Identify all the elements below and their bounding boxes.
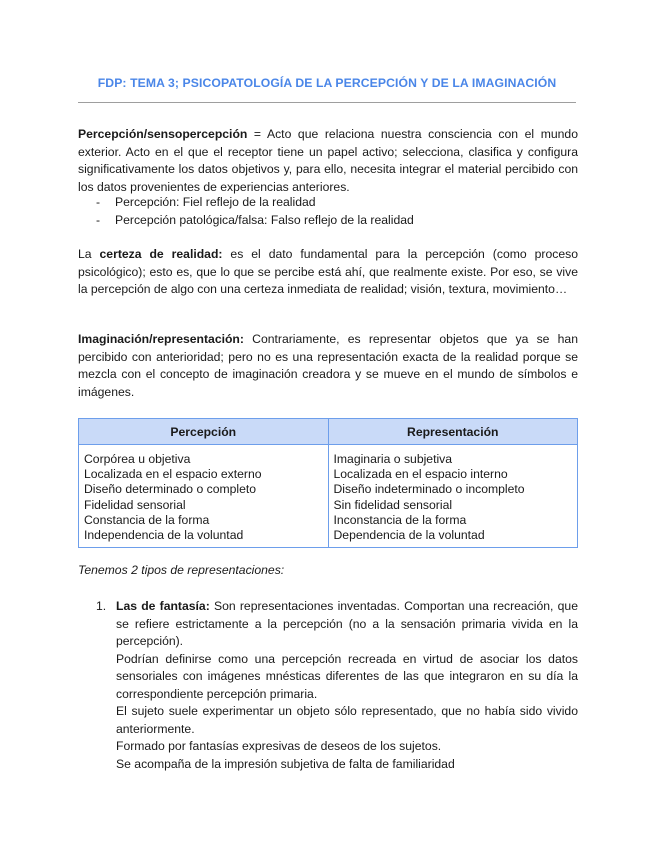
percepcion-term: Percepción/sensopercepción — [78, 127, 248, 141]
table-cell: Localizada en el espacio interno — [333, 467, 508, 482]
table-cell: Dependencia de la voluntad — [333, 528, 485, 543]
list-line: Podrían definirse como una percepción recreada en virtud de asociar los datos sensoriales con imágenes mnésticas diferentes de las que integraron en su día la correspondiente percepción primaria. — [116, 651, 578, 701]
list-number: 1. — [96, 599, 107, 613]
list-line: El sujeto suele experimentar un objeto sólo representado, que no había sido vivido anteriormente. — [116, 704, 578, 736]
table-cell: Diseño indeterminado o incompleto — [333, 482, 525, 497]
table-cell: Imaginaria o subjetiva — [333, 452, 453, 466]
table-cell: Diseño determinado o completo — [84, 482, 257, 497]
certeza-paragraph: La certeza de realidad: es el dato fundamental para la percepción (como proceso psicológico); esto es, que lo que se percibe está ahí, que realmente existe. Por eso, se vive la percepción de algo con una certeza inmediata de realidad; visión, textura, movimiento… — [78, 247, 578, 296]
list-item: 1. Las de fantasía: Son representaciones inventadas. Comportan una recreación, que se refiere estrictamente a la percepción (no a la sensación primaria vivida en la percepción). Podrían definirse como una percepción recreada en virtud de asociar los datos sensoriales con imágenes mnésticas diferentes de las que integraron en su día la correspondiente percepción primaria. El sujeto suele experimentar un objeto sólo representado, que no había sido vivido anteriormente. Formado por fantasías expresivas de deseos de los sujetos. Se acompaña de la impresión subjetiva de falta de familiaridad — [78, 598, 578, 773]
imaginacion-paragraph: Imaginación/representación: Contrariamente, es representar objetos que ya se han percibido con anterioridad; pero no es una representación exacta de la realidad porque se mezcla con el concepto de imaginación creadora y se mueve en el mundo de símbolos e imágenes. — [78, 332, 578, 399]
certeza-term: certeza de realidad: — [99, 247, 223, 261]
table-cell: Sin fidelidad sensorial — [333, 497, 453, 512]
percepcion-definition — [78, 126, 578, 196]
table-cell: Inconstancia de la forma — [333, 512, 467, 527]
representaciones-list — [78, 598, 578, 773]
percepcion-bullets — [78, 194, 578, 229]
list-item: - Percepción: Fiel reflejo de la realidad — [78, 194, 578, 212]
comparison-table — [78, 418, 578, 548]
fantasia-term: Las de fantasía: — [116, 599, 210, 613]
representaciones-intro: Tenemos 2 tipos de representaciones: — [78, 563, 285, 577]
percepcion-text: = Acto que relaciona nuestra consciencia con el mundo exterior. Acto en el que el receptor tiene un papel activo; selecciona, clasifica y configura significativamente los datos objetivos y, para ello, necesita integrar el material percibido con los datos provenientes de experiencias anteriores. — [78, 127, 578, 194]
list-line: Se acompaña de la impresión subjetiva de falta de familiaridad — [116, 756, 455, 771]
table-header-percepcion: Percepción — [79, 419, 329, 445]
table-cell: Fidelidad sensorial — [84, 497, 186, 512]
imaginacion-term: Imaginación/representación: — [78, 332, 244, 346]
list-line: Formado por fantasías expresivas de deseos de los sujetos. — [116, 739, 442, 753]
percepcion-column — [79, 445, 329, 548]
list-item: - Percepción patológica/falsa: Falso reflejo de la realidad — [78, 212, 578, 230]
table-cell: Localizada en el espacio externo — [84, 467, 262, 482]
dash-bullet-icon: - — [96, 195, 101, 209]
representacion-column — [328, 445, 578, 548]
page-title: FDP: TEMA 3; PSICOPATOLOGÍA DE LA PERCEPCIÓN Y DE LA IMAGINACIÓN — [97, 76, 557, 90]
table-header-representacion: Representación — [328, 419, 578, 445]
table-cell: Corpórea u objetiva — [84, 452, 191, 466]
title-divider — [78, 102, 576, 103]
table-cell: Constancia de la forma — [84, 512, 210, 527]
dash-bullet-icon: - — [96, 212, 101, 227]
table-cell: Independencia de la voluntad — [84, 528, 244, 543]
